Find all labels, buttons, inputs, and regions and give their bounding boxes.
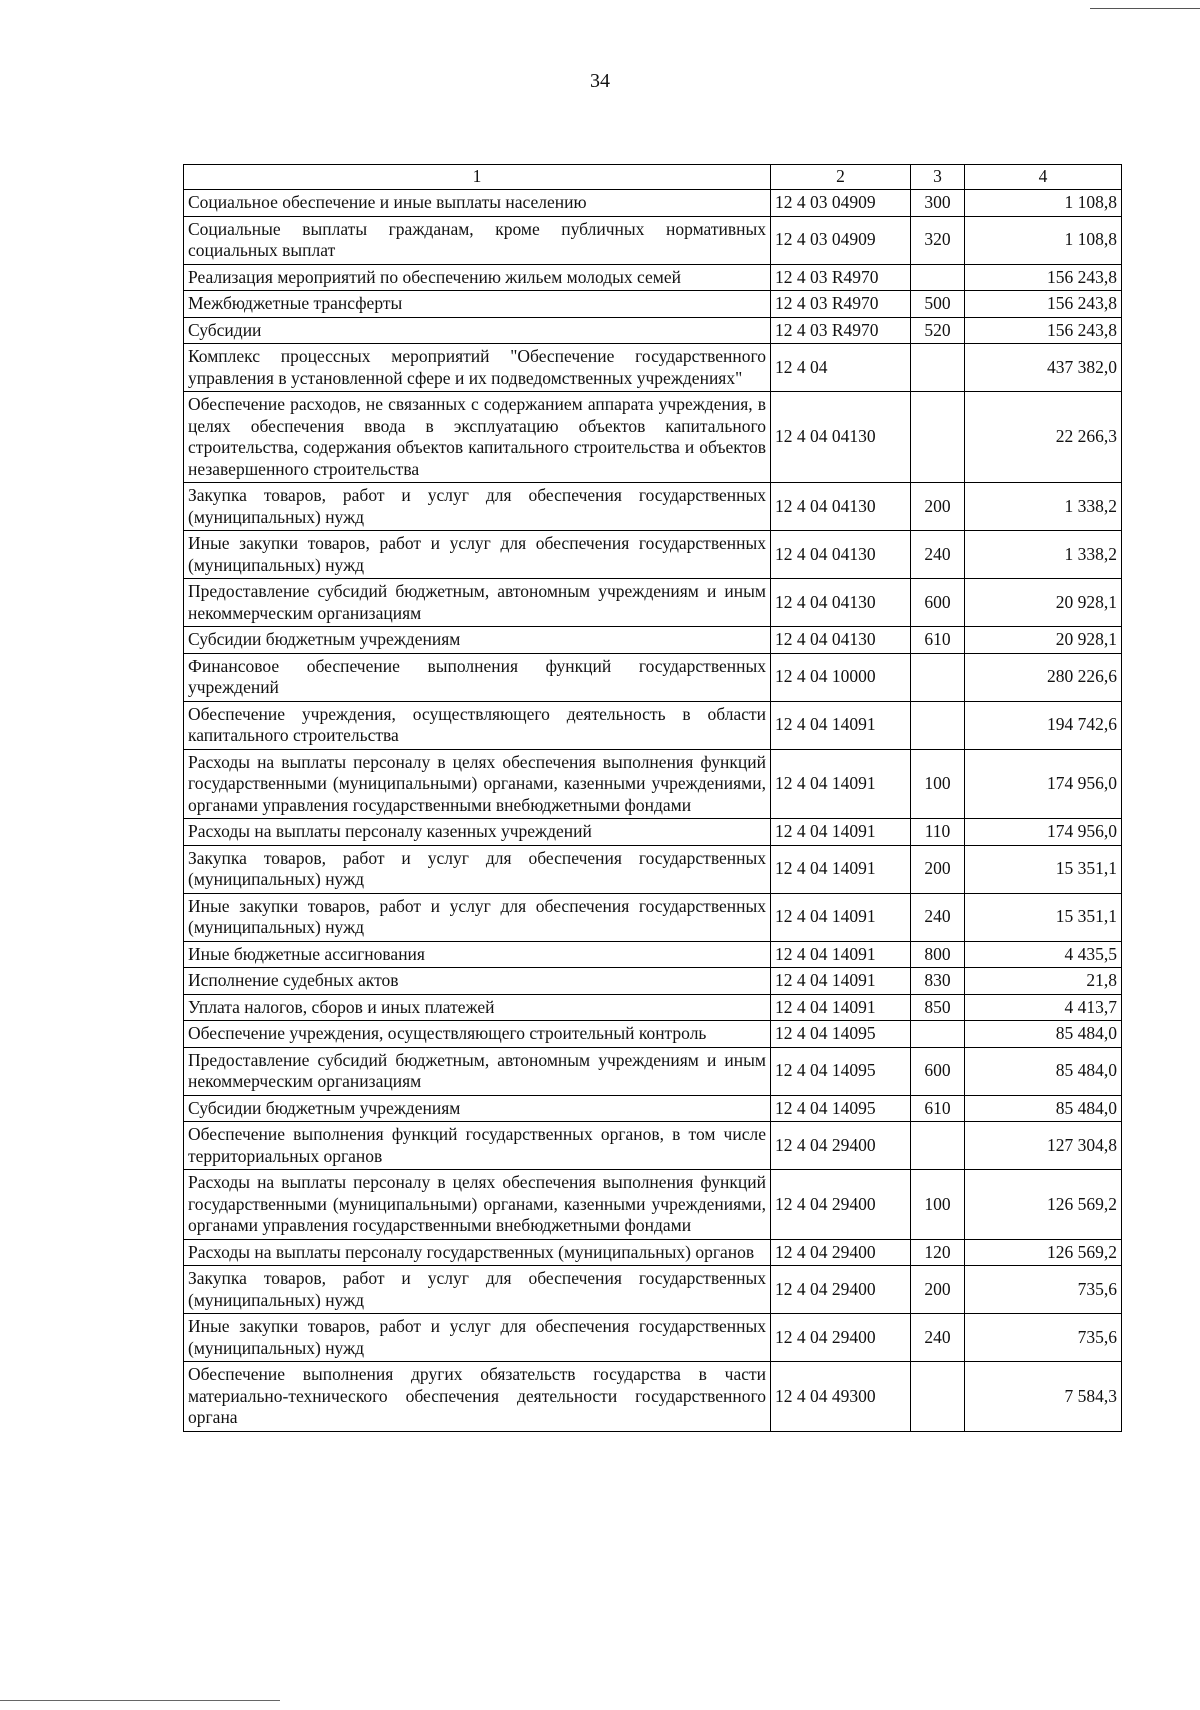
row-type-cell: 610	[911, 1095, 965, 1122]
row-code-cell: 12 4 04 14095	[771, 1047, 911, 1095]
row-amount-cell: 21,8	[965, 968, 1122, 995]
table-row	[184, 291, 1122, 318]
row-amount-cell: 85 484,0	[965, 1095, 1122, 1122]
table-row	[184, 1362, 1122, 1432]
table-row	[184, 1314, 1122, 1362]
row-amount-cell: 1 108,8	[965, 216, 1122, 264]
row-amount-cell: 4 435,5	[965, 941, 1122, 968]
row-name-cell: Закупка товаров, работ и услуг для обеспечения государственных (муниципальных) нужд	[184, 1266, 771, 1314]
row-amount-cell: 1 338,2	[965, 531, 1122, 579]
row-code-cell: 12 4 04 14091	[771, 994, 911, 1021]
table-row	[184, 1170, 1122, 1240]
row-code-cell: 12 4 03 04909	[771, 216, 911, 264]
row-code-cell: 12 4 04 14091	[771, 701, 911, 749]
row-code-cell: 12 4 04 14095	[771, 1021, 911, 1048]
row-name-cell: Реализация мероприятий по обеспечению жильем молодых семей	[184, 264, 771, 291]
row-name-cell: Обеспечение выполнения функций государственных органов, в том числе территориальных органов	[184, 1122, 771, 1170]
row-amount-cell: 126 569,2	[965, 1239, 1122, 1266]
row-code-cell: 12 4 03 R4970	[771, 291, 911, 318]
table-row	[184, 893, 1122, 941]
row-amount-cell: 437 382,0	[965, 344, 1122, 392]
table-row	[184, 653, 1122, 701]
row-type-cell: 500	[911, 291, 965, 318]
row-code-cell: 12 4 03 R4970	[771, 317, 911, 344]
row-type-cell: 850	[911, 994, 965, 1021]
row-name-cell: Уплата налогов, сборов и иных платежей	[184, 994, 771, 1021]
table-row	[184, 749, 1122, 819]
table-row	[184, 1239, 1122, 1266]
row-amount-cell: 156 243,8	[965, 291, 1122, 318]
row-name-cell: Иные бюджетные ассигнования	[184, 941, 771, 968]
row-amount-cell: 174 956,0	[965, 749, 1122, 819]
row-type-cell: 120	[911, 1239, 965, 1266]
row-name-cell: Иные закупки товаров, работ и услуг для обеспечения государственных (муниципальных) нужд	[184, 531, 771, 579]
row-type-cell: 100	[911, 1170, 965, 1240]
row-name-cell: Закупка товаров, работ и услуг для обеспечения государственных (муниципальных) нужд	[184, 845, 771, 893]
row-type-cell: 610	[911, 627, 965, 654]
table-row	[184, 701, 1122, 749]
table-row	[184, 1021, 1122, 1048]
row-type-cell: 200	[911, 1266, 965, 1314]
row-type-cell: 110	[911, 819, 965, 846]
table-row	[184, 819, 1122, 846]
row-type-cell: 200	[911, 845, 965, 893]
table-row	[184, 579, 1122, 627]
row-type-cell	[911, 701, 965, 749]
row-amount-cell: 1 108,8	[965, 190, 1122, 217]
column-header-name: 1	[184, 165, 771, 190]
row-amount-cell: 4 413,7	[965, 994, 1122, 1021]
row-amount-cell: 85 484,0	[965, 1047, 1122, 1095]
row-name-cell: Социальные выплаты гражданам, кроме публичных нормативных социальных выплат	[184, 216, 771, 264]
row-code-cell: 12 4 04 04130	[771, 627, 911, 654]
row-name-cell: Иные закупки товаров, работ и услуг для обеспечения государственных (муниципальных) нужд	[184, 893, 771, 941]
row-code-cell: 12 4 04 04130	[771, 531, 911, 579]
row-type-cell: 240	[911, 531, 965, 579]
row-name-cell: Предоставление субсидий бюджетным, автономным учреждениям и иным некоммерческим организациям	[184, 1047, 771, 1095]
table-row	[184, 845, 1122, 893]
row-name-cell: Расходы на выплаты персоналу казенных учреждений	[184, 819, 771, 846]
table-row	[184, 627, 1122, 654]
row-code-cell: 12 4 04 04130	[771, 392, 911, 483]
row-type-cell: 800	[911, 941, 965, 968]
table-row	[184, 483, 1122, 531]
row-type-cell: 830	[911, 968, 965, 995]
table-row	[184, 264, 1122, 291]
row-code-cell: 12 4 04 10000	[771, 653, 911, 701]
row-code-cell: 12 4 04 29400	[771, 1266, 911, 1314]
row-type-cell	[911, 344, 965, 392]
row-amount-cell: 194 742,6	[965, 701, 1122, 749]
row-type-cell	[911, 264, 965, 291]
row-amount-cell: 156 243,8	[965, 264, 1122, 291]
row-amount-cell: 15 351,1	[965, 893, 1122, 941]
row-name-cell: Межбюджетные трансферты	[184, 291, 771, 318]
row-amount-cell: 735,6	[965, 1266, 1122, 1314]
row-type-cell: 600	[911, 579, 965, 627]
table-row	[184, 344, 1122, 392]
row-name-cell: Расходы на выплаты персоналу государственных (муниципальных) органов	[184, 1239, 771, 1266]
row-code-cell: 12 4 03 04909	[771, 190, 911, 217]
row-name-cell: Предоставление субсидий бюджетным, автономным учреждениям и иным некоммерческим организациям	[184, 579, 771, 627]
table-row	[184, 1095, 1122, 1122]
row-type-cell: 100	[911, 749, 965, 819]
table-row	[184, 968, 1122, 995]
row-amount-cell: 126 569,2	[965, 1170, 1122, 1240]
row-code-cell: 12 4 04 14095	[771, 1095, 911, 1122]
row-name-cell: Расходы на выплаты персоналу в целях обеспечения выполнения функций государственными (муниципальными) органами, казенными учреждениями, органами управления государственными внебюджетными фондами	[184, 1170, 771, 1240]
table-row	[184, 941, 1122, 968]
row-name-cell: Субсидии	[184, 317, 771, 344]
row-code-cell: 12 4 04 14091	[771, 893, 911, 941]
row-amount-cell: 20 928,1	[965, 579, 1122, 627]
page-number: 34	[590, 70, 610, 92]
row-name-cell: Комплекс процессных мероприятий "Обеспечение государственного управления в установленной сфере и их подведомственных учреждениях"	[184, 344, 771, 392]
row-code-cell: 12 4 04 14091	[771, 749, 911, 819]
row-type-cell	[911, 653, 965, 701]
row-code-cell: 12 4 04 29400	[771, 1239, 911, 1266]
row-code-cell: 12 4 04 14091	[771, 845, 911, 893]
row-type-cell	[911, 1021, 965, 1048]
row-code-cell: 12 4 04	[771, 344, 911, 392]
row-code-cell: 12 4 04 04130	[771, 579, 911, 627]
row-amount-cell: 15 351,1	[965, 845, 1122, 893]
row-type-cell: 320	[911, 216, 965, 264]
row-name-cell: Социальное обеспечение и иные выплаты населению	[184, 190, 771, 217]
budget-table	[183, 164, 1122, 1432]
table-row	[184, 190, 1122, 217]
row-name-cell: Субсидии бюджетным учреждениям	[184, 627, 771, 654]
column-header-type: 3	[911, 165, 965, 190]
row-type-cell	[911, 1362, 965, 1432]
row-type-cell: 300	[911, 190, 965, 217]
row-amount-cell: 174 956,0	[965, 819, 1122, 846]
row-code-cell: 12 4 04 14091	[771, 941, 911, 968]
row-code-cell: 12 4 04 29400	[771, 1314, 911, 1362]
row-amount-cell: 85 484,0	[965, 1021, 1122, 1048]
table-row	[184, 1047, 1122, 1095]
row-code-cell: 12 4 04 04130	[771, 483, 911, 531]
table-row	[184, 216, 1122, 264]
row-type-cell: 240	[911, 893, 965, 941]
row-code-cell: 12 4 04 14091	[771, 819, 911, 846]
table-body	[184, 190, 1122, 1432]
row-name-cell: Финансовое обеспечение выполнения функций государственных учреждений	[184, 653, 771, 701]
row-amount-cell: 7 584,3	[965, 1362, 1122, 1432]
row-amount-cell: 735,6	[965, 1314, 1122, 1362]
row-amount-cell: 127 304,8	[965, 1122, 1122, 1170]
row-type-cell: 200	[911, 483, 965, 531]
table-row	[184, 531, 1122, 579]
table-row	[184, 1266, 1122, 1314]
row-code-cell: 12 4 03 R4970	[771, 264, 911, 291]
row-code-cell: 12 4 04 14091	[771, 968, 911, 995]
row-type-cell: 240	[911, 1314, 965, 1362]
row-name-cell: Иные закупки товаров, работ и услуг для обеспечения государственных (муниципальных) нужд	[184, 1314, 771, 1362]
row-name-cell: Расходы на выплаты персоналу в целях обеспечения выполнения функций государственными (муниципальными) органами, казенными учреждениями, органами управления государственными внебюджетными фондами	[184, 749, 771, 819]
row-code-cell: 12 4 04 49300	[771, 1362, 911, 1432]
row-amount-cell: 1 338,2	[965, 483, 1122, 531]
column-header-code: 2	[771, 165, 911, 190]
column-header-amount: 4	[965, 165, 1122, 190]
row-name-cell: Обеспечение расходов, не связанных с содержанием аппарата учреждения, в целях обеспечения ввода в эксплуатацию объектов капитального строительства, содержания объектов капитального строительства и объектов незавершенного строительства	[184, 392, 771, 483]
row-type-cell: 520	[911, 317, 965, 344]
scan-edge-line-bottom	[0, 1700, 280, 1701]
table-row	[184, 392, 1122, 483]
table-row	[184, 317, 1122, 344]
scan-edge-line-top	[1090, 8, 1200, 9]
table-header-row	[184, 165, 1122, 190]
row-amount-cell: 156 243,8	[965, 317, 1122, 344]
table-row	[184, 1122, 1122, 1170]
row-name-cell: Исполнение судебных актов	[184, 968, 771, 995]
row-name-cell: Субсидии бюджетным учреждениям	[184, 1095, 771, 1122]
row-type-cell	[911, 392, 965, 483]
table-row	[184, 994, 1122, 1021]
row-code-cell: 12 4 04 29400	[771, 1122, 911, 1170]
row-type-cell: 600	[911, 1047, 965, 1095]
row-amount-cell: 20 928,1	[965, 627, 1122, 654]
row-code-cell: 12 4 04 29400	[771, 1170, 911, 1240]
row-amount-cell: 280 226,6	[965, 653, 1122, 701]
row-name-cell: Обеспечение учреждения, осуществляющего деятельность в области капитального строительства	[184, 701, 771, 749]
row-type-cell	[911, 1122, 965, 1170]
row-amount-cell: 22 266,3	[965, 392, 1122, 483]
row-name-cell: Обеспечение выполнения других обязательств государства в части материально-технического обеспечения деятельности государственного органа	[184, 1362, 771, 1432]
row-name-cell: Обеспечение учреждения, осуществляющего строительный контроль	[184, 1021, 771, 1048]
row-name-cell: Закупка товаров, работ и услуг для обеспечения государственных (муниципальных) нужд	[184, 483, 771, 531]
